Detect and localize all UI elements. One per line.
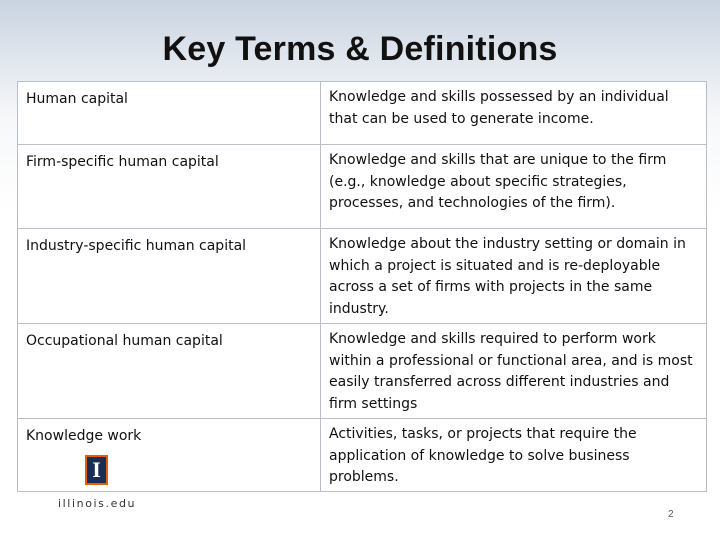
definition-cell: Activities, tasks, or projects that require the application of knowledge to solve business problems.	[321, 419, 707, 492]
term-cell: Firm-specific human capital	[18, 145, 321, 229]
table-row	[18, 82, 707, 145]
logo-letter: I	[92, 457, 101, 482]
term-cell: Occupational human capital	[18, 324, 321, 419]
table-row	[18, 145, 707, 229]
definition-cell: Knowledge and skills possessed by an individual that can be used to generate income.	[321, 82, 707, 145]
definition-cell: Knowledge and skills required to perform work within a professional or functional area, and is most easily transferred across different industries and firm settings	[321, 324, 707, 419]
slide-title: Key Terms & Definitions	[162, 30, 558, 68]
term-cell: Human capital	[18, 82, 321, 145]
table-row	[18, 229, 707, 324]
definition-cell: Knowledge and skills that are unique to the firm (e.g., knowledge about specific strategies, processes, and technologies of the firm).	[321, 145, 707, 229]
page-number: 2	[668, 509, 674, 520]
term-cell: Knowledge work	[18, 419, 321, 492]
footer-url: illinois.edu	[58, 497, 137, 510]
table-row	[18, 324, 707, 419]
terms-table	[17, 81, 707, 492]
term-cell: Industry-specific human capital	[18, 229, 321, 324]
table-row	[18, 419, 707, 492]
definition-cell: Knowledge about the industry setting or domain in which a project is situated and is re-deployable across a set of firms with projects in the same industry.	[321, 229, 707, 324]
